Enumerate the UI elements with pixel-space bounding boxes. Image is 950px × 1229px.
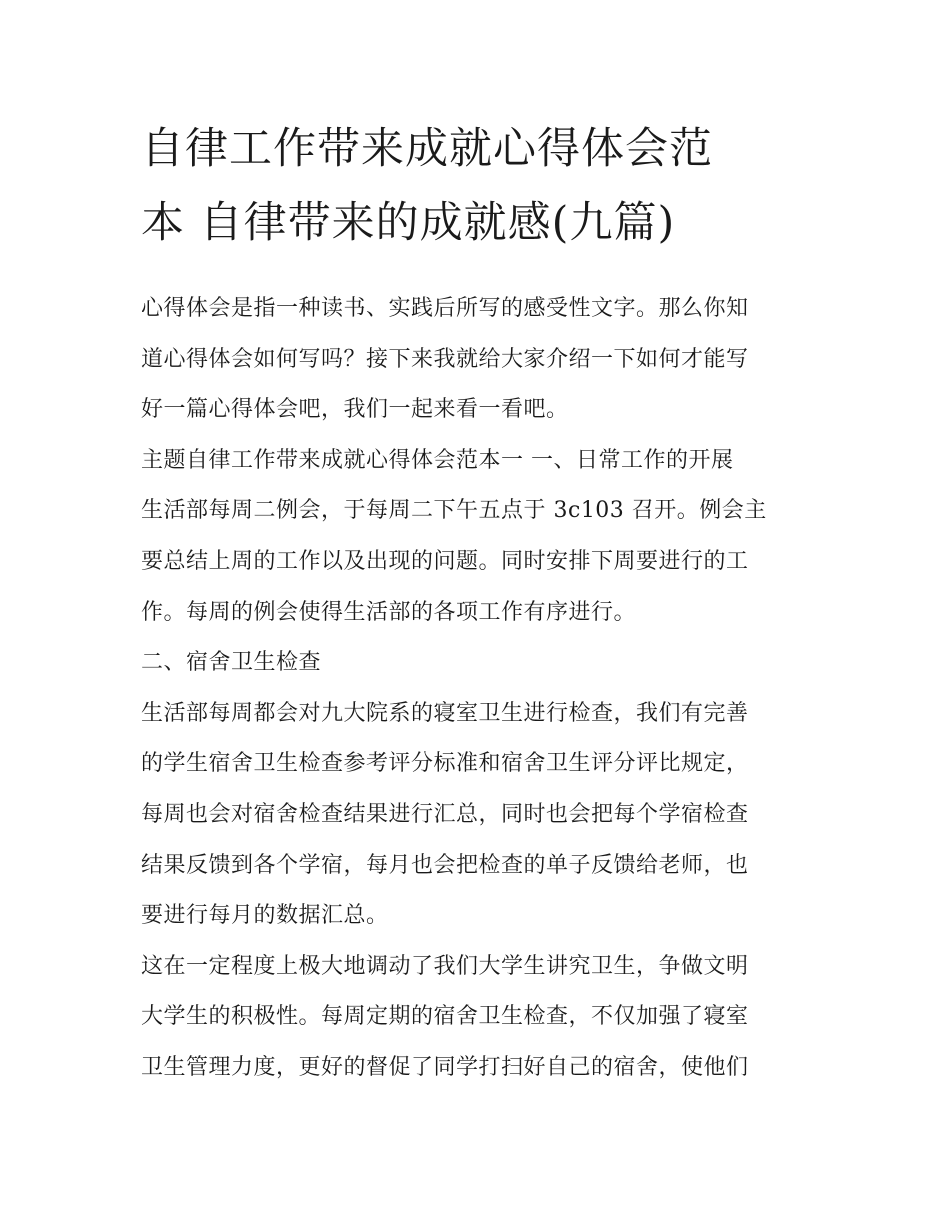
body-line: 的学生宿舍卫生检查参考评分标准和宿舍卫生评分评比规定， (141, 751, 749, 777)
body-line: 要进行每月的数据汇总。 (141, 903, 389, 929)
document-body (141, 284, 813, 1094)
body-line: 大学生的积极性。每周定期的宿舍卫生检查，不仅加强了寝室 (141, 1004, 749, 1030)
body-line: 心得体会是指一种读书、实践后所写的感受性文字。那么你知 (141, 296, 749, 321)
body-line: 这在一定程度上极大地调动了我们大学生讲究卫生，争做文明 (141, 953, 749, 979)
title-line-2: 本 自律带来的成就感(九篇) (141, 198, 676, 248)
body-line: 要总结上周的工作以及出现的问题。同时安排下周要进行的工 (141, 548, 749, 574)
body-line: 每周也会对宿舍检查结果进行汇总，同时也会把每个学宿检查 (141, 801, 749, 827)
body-line: 结果反馈到各个学宿，每月也会把检查的单子反馈给老师，也 (141, 852, 749, 878)
body-line: 卫生管理力度，更好的督促了同学打扫好自己的宿舍，使他们 (141, 1054, 749, 1080)
body-line: 作。每周的例会使得生活部的各项工作有序进行。 (141, 599, 637, 625)
document-page (141, 112, 813, 1094)
body-line: 好一篇心得体会吧，我们一起来看一看吧。 (141, 397, 569, 423)
title-line-1: 自律工作带来成就心得体会范 (141, 124, 713, 174)
body-line: 道心得体会如何写吗？接下来我就给大家介绍一下如何才能写 (141, 346, 749, 372)
body-line: 生活部每周都会对九大院系的寝室卫生进行检查，我们有完善 (141, 700, 749, 726)
body-line: 生活部每周二例会，于每周二下午五点于 3c103 召开。例会主 (141, 498, 767, 524)
document-title (141, 112, 813, 260)
section-heading: 二、宿舍卫生检查 (141, 650, 322, 676)
body-line: 主题自律工作带来成就心得体会范本一 一、日常工作的开展 (141, 447, 734, 473)
